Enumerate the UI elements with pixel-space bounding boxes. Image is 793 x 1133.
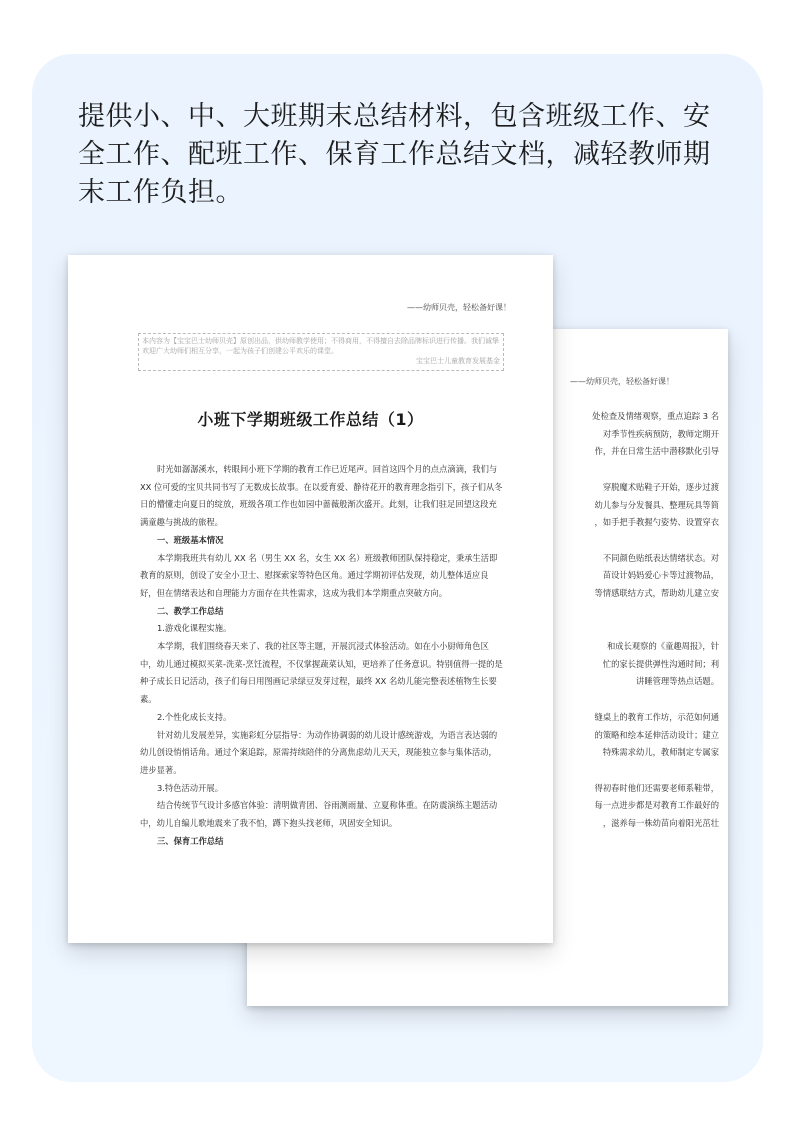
back-page-line: 忙的家长提供弹性沟通时间；利 bbox=[602, 658, 719, 669]
document-paragraph: 2.个性化成长支持。 bbox=[157, 711, 232, 722]
back-page-line: 苗设计妈妈爱心卡等过渡物品， bbox=[602, 570, 719, 581]
back-page-slogan: ——幼师贝壳，轻松备好课！ bbox=[570, 377, 674, 386]
copyright-notice bbox=[138, 333, 504, 371]
back-page-line: 幼儿参与分发餐具、整理玩具等简 bbox=[594, 499, 719, 510]
back-page-line: 得初春时他们还需要老师系鞋带， bbox=[594, 782, 719, 793]
document-paragraph: 一、班级基本情况 bbox=[157, 534, 224, 545]
back-page-line: 不同颜色贴纸表达情绪状态。对 bbox=[602, 552, 719, 563]
document-paragraph: 3.特色活动开展。 bbox=[157, 782, 223, 793]
back-page-line: 每一点进步都是对教育工作最好的 bbox=[594, 800, 719, 811]
back-page-line: 等情感联结方式，帮助幼儿建立安 bbox=[594, 588, 719, 598]
back-page-line: ，如手把手教握勺姿势、设置穿衣 bbox=[594, 517, 719, 528]
front-document-page bbox=[68, 255, 553, 943]
back-page-line: 缝桌上的教育工作坊，示范如何通 bbox=[594, 711, 719, 722]
back-page-line: 对季节性疾病预防，教师定期开 bbox=[602, 428, 719, 439]
copyright-notice-text: 本内容为【宝宝巴士幼师贝壳】原创出品，供幼师教学使用；不得商用，不得擅自去除品牌标识进行传播。我们诚挚欢迎广大幼师们相互分享，一起为孩子们创建公平欢乐的课堂。 bbox=[142, 337, 499, 355]
document-paragraph: 时光如潺潺溪水，转眼间小班下学期的教育工作已近尾声。回首这四个月的点点滴滴，我们与 XX 位可爱的宝贝共同书写了无数成长故事。在以爱育爱、静待花开的教育理念指引下，孩子们从冬日的懵懂走向夏日的绽放，班级各项工作也如园中蔷薇般渐次盛开。此刻，让我们驻足回望这段充满童趣与挑战的旅程。 bbox=[140, 464, 503, 528]
back-page-line: 讲睡管理等热点话题。 bbox=[636, 676, 719, 687]
document-paragraph: 本学期我班共有幼儿 XX 名（男生 XX 名，女生 XX 名）班级教师团队保持稳定，秉承生活即教育的原则，创设了安全小卫士、慰探索家等特色区角。通过学期初评估发现，幼儿整体适应良好，但在情绪表达和自理能力方面存在共性需求，这成为我们本学期重点突破方向。 bbox=[140, 552, 498, 598]
document-body bbox=[140, 461, 504, 850]
back-page-line: 穿脱魔术贴鞋子开始，逐步过渡 bbox=[602, 481, 719, 492]
back-page-line: 处检查及情绪观察，重点追踪 3 名 bbox=[592, 411, 719, 421]
document-paragraph: 针对幼儿发展差异，实施彩虹分层指导：为动作协调弱的幼儿设计感统游戏，为语言表达弱的幼儿创设悄悄话角。通过个案追踪，原需持续陪伴的分离焦虑幼儿天天，现能独立参与集体活动，进步显著。 bbox=[140, 729, 498, 775]
promo-card bbox=[32, 54, 763, 1082]
back-page-line: 特殊需求幼儿，教师制定专属家 bbox=[602, 747, 719, 758]
document-paragraph: 本学期，我们围绕春天来了、我的社区等主题，开展沉浸式体验活动。如在小小厨师角色区中，幼儿通过模拟买菜-洗菜-烹饪流程，不仅掌握蔬菜认知，更培养了任务意识。特别值得一提的是种子成长日记活动，孩子们每日用图画记录绿豆发芽过程，最终 XX 名幼儿能完整表述植物生长要素。 bbox=[140, 641, 503, 705]
back-page-line: 作，并在日常生活中潜移默化引导 bbox=[594, 446, 719, 457]
front-page-slogan: ——幼师贝壳，轻松备好课！ bbox=[407, 303, 511, 312]
document-paragraph: 二、教学工作总结 bbox=[157, 605, 224, 616]
back-page-line: 的策略和绘本延伸活动设计；建立 bbox=[594, 729, 719, 740]
document-paragraph: 1.游戏化课程实施。 bbox=[157, 623, 232, 634]
back-page-line: 和成长观察的《童趣周报》，针 bbox=[606, 641, 719, 652]
copyright-notice-signature: 宝宝巴士儿童教育发展基金 bbox=[416, 357, 500, 365]
headline: 提供小、中、大班期末总结材料，包含班级工作、安全工作、配班工作、保育工作总结文档，减轻教师期末工作负担。 bbox=[78, 101, 711, 208]
document-title: 小班下学期班级工作总结（1） bbox=[197, 410, 424, 429]
document-paragraph: 三、保育工作总结 bbox=[157, 835, 224, 846]
back-page-line: ，滋养每一株幼苗向着阳光茁壮 bbox=[602, 818, 719, 829]
document-paragraph: 结合传统节气设计多感官体验：清明做青团、谷雨测雨量、立夏称体重。在防震演练主题活动中，幼儿自编儿歌地震来了我不怕，蹲下抱头找老师，巩固安全知识。 bbox=[140, 800, 498, 829]
